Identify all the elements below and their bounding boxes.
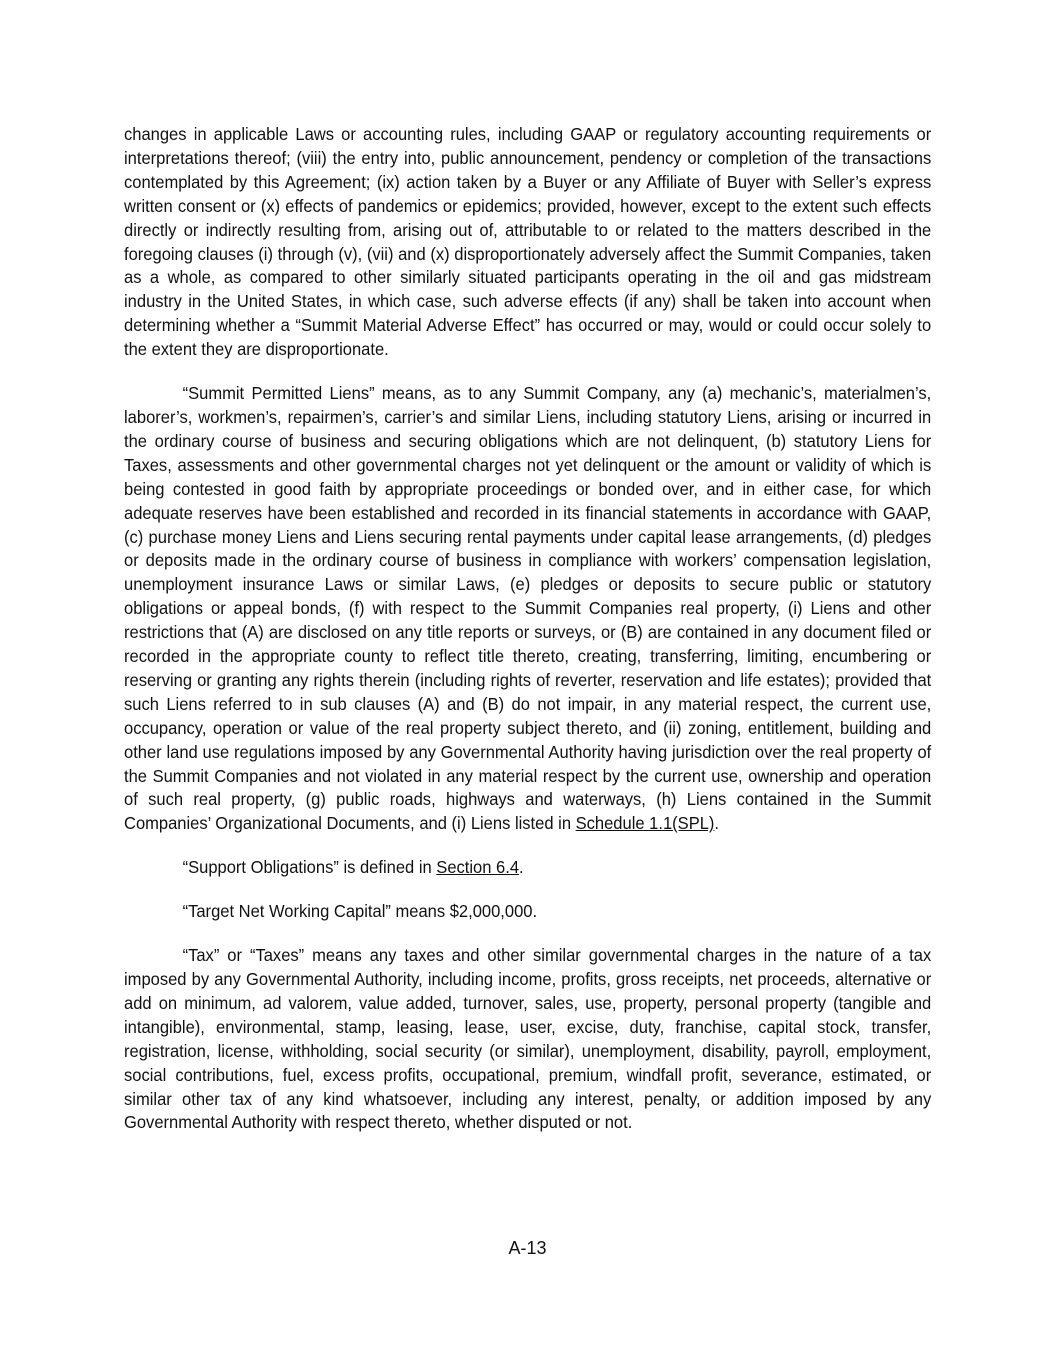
schedule-link[interactable]: Schedule 1.1(SPL) bbox=[575, 813, 715, 834]
paragraph-support-obligations bbox=[124, 856, 931, 880]
paragraph-text: “Summit Permitted Liens” means, as to any Summit Company, any (a) mechanic’s, materialmen’s, laborer’s, workmen’s, repairmen’s, carrier’s and similar Liens, including statutory Liens, arising or incurred in the ordinary course of business and securing obligations which are not delinquent, (b) statutory Liens for Taxes, assessments and other governmental charges not yet delinquent or the amount or validity of which is being contested in good faith by appropriate proceedings or bonded over, and in either case, for which adequate reserves have been established and recorded in its financial statements in accordance with GAAP, (c) purchase money Liens and Liens securing rental payments under capital lease arrangements, (d) pledges or deposits made in the ordinary course of business in compliance with workers’ compensation legislation, unemployment insurance Laws or similar Laws, (e) pledges or deposits to secure public or statutory obligations or appeal bonds, (f) with respect to the Summit Companies real property, (i) Liens and other restrictions that (A) are disclosed on any title reports or surveys, or (B) are contained in any document filed or recorded in the appropriate county to reflect title thereto, creating, transferring, limiting, encumbering or reserving or granting any rights therein (including rights of reverter, reservation and life estates); provided that such Liens referred to in sub clauses (A) and (B) do not impair, in any material respect, the current use, occupancy, operation or value of the real property subject thereto, and (ii) zoning, entitlement, building and other land use regulations imposed by any Governmental Authority having jurisdiction over the real property of the Summit Companies and not violated in any material respect by the current use, ownership and operation of such real property, (g) public roads, highways and waterways, (h) Liens contained in the Summit Companies’ Organizational Documents, and (i) Liens listed in bbox=[124, 383, 932, 834]
paragraph-text: “Support Obligations” is defined in bbox=[182, 857, 437, 878]
paragraph-text: “Target Net Working Capital” means $2,000,000. bbox=[182, 901, 538, 922]
section-link[interactable]: Section 6.4 bbox=[436, 857, 520, 878]
document-body bbox=[124, 123, 931, 1155]
paragraph-text: changes in applicable Laws or accounting rules, including GAAP or regulatory accounting requirements or interpretations thereof; (viii) the entry into, public announcement, pendency or completion of the transactions contemplated by this Agreement; (ix) action taken by a Buyer or any Affiliate of Buyer with Seller’s express written consent or (x) effects of pandemics or epidemics; provided, however, except to the extent such effects directly or indirectly resulting from, arising out of, attributable to or related to the matters described in the foregoing clauses (i) through (v), (vii) and (x) disproportionately adversely affect the Summit Companies, taken as a whole, as compared to other similarly situated participants operating in the oil and gas midstream industry in the United States, in which case, such adverse effects (if any) shall be taken into account when determining whether a “Summit Material Adverse Effect” has occurred or may, would or could occur solely to the extent they are disproportionate. bbox=[124, 124, 932, 360]
paragraph-end-punctuation: . bbox=[714, 813, 720, 834]
paragraph-text: “Tax” or “Taxes” means any taxes and other similar governmental charges in the nature of a tax imposed by any Governmental Authority, including income, profits, gross receipts, net proceeds, alternative or add on minimum, ad valorem, value added, turnover, sales, use, property, personal property (tangible and intangible), environmental, stamp, leasing, lease, user, excise, duty, franchise, capital stock, transfer, registration, license, withholding, social security (or similar), unemployment, disability, payroll, employment, social contributions, fuel, excess profits, occupational, premium, windfall profit, severance, estimated, or similar other tax of any kind whatsoever, including any interest, penalty, or addition imposed by any Governmental Authority with respect thereto, whether disputed or not. bbox=[124, 945, 932, 1133]
page-number: A-13 bbox=[508, 1238, 547, 1258]
paragraph-end-punctuation: . bbox=[519, 857, 524, 878]
paragraph-tax-definition bbox=[124, 944, 931, 1135]
paragraph-summit-permitted-liens bbox=[124, 382, 931, 836]
paragraph-target-net-working-capital bbox=[124, 900, 931, 924]
paragraph-mae-continuation bbox=[124, 123, 931, 362]
